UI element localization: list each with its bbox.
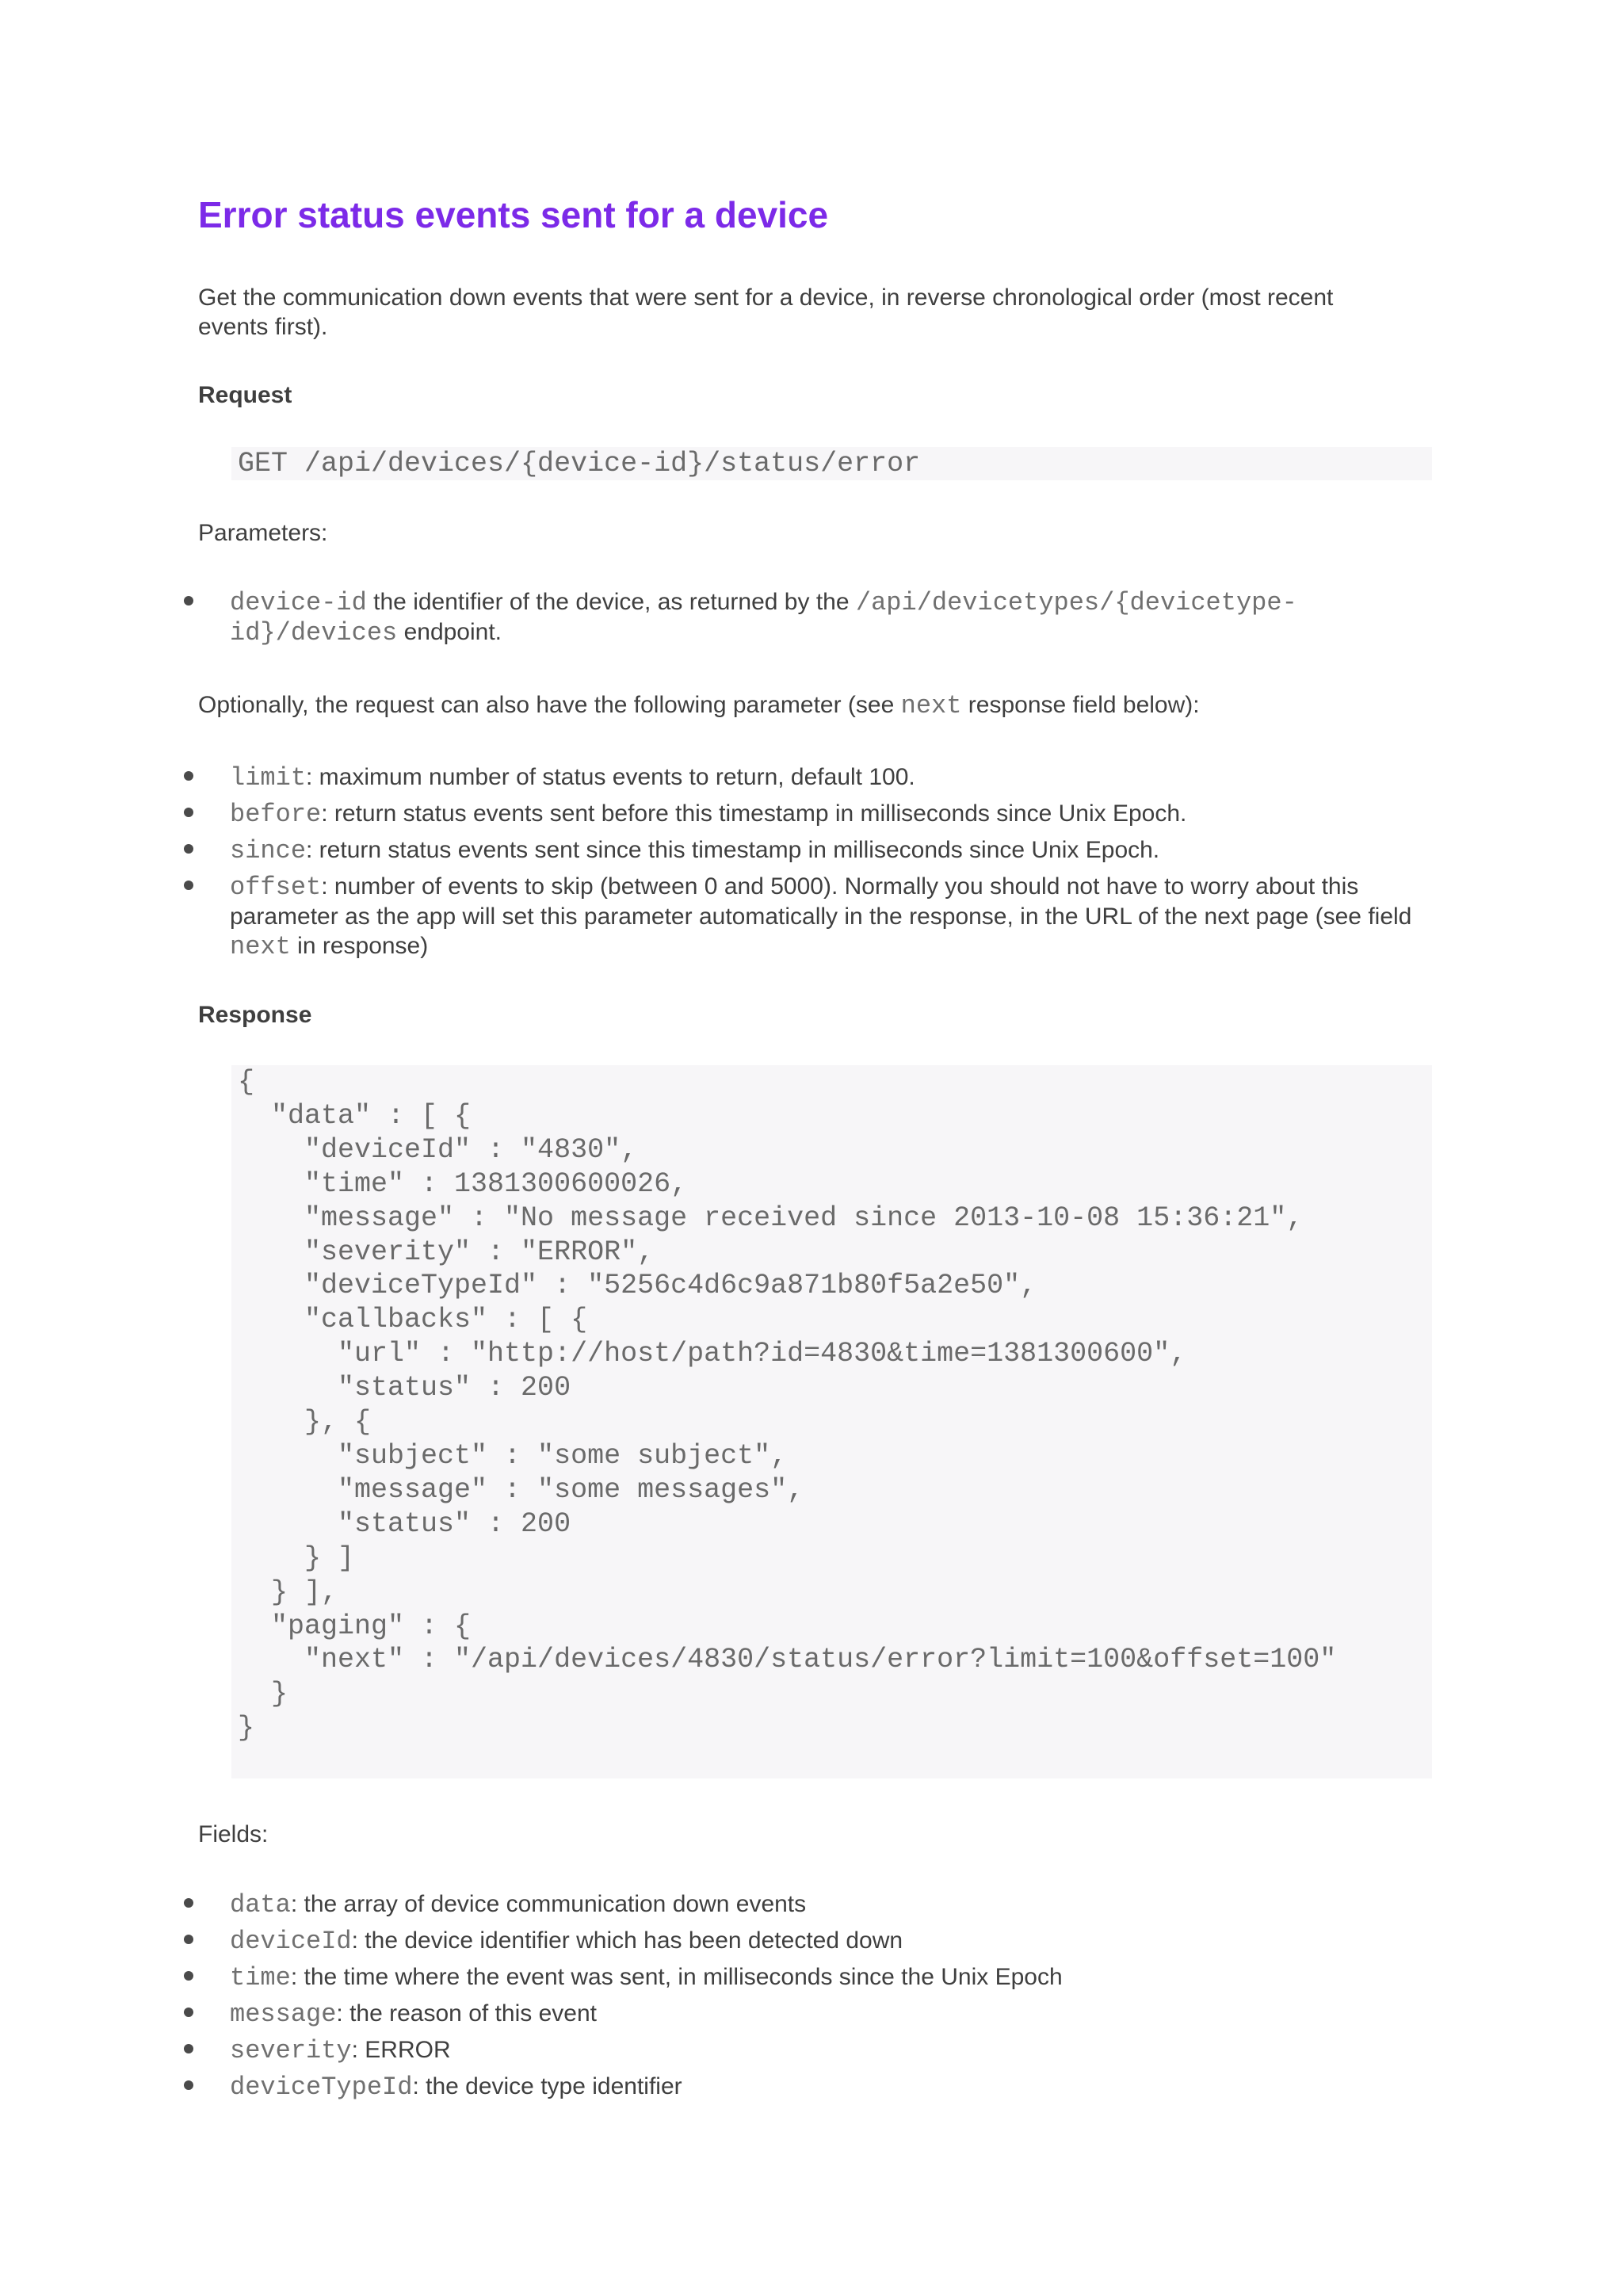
param-code: device-id xyxy=(230,588,367,617)
param-text: : return status events sent before this timestamp in milliseconds since Unix Epoch. xyxy=(321,800,1187,827)
param-code: offset xyxy=(230,873,322,902)
list-item xyxy=(198,1999,1434,2029)
list-item xyxy=(198,872,1434,961)
field-code: deviceId xyxy=(230,1927,352,1956)
bullet-icon xyxy=(184,2008,193,2017)
list-item xyxy=(198,1889,1434,1920)
list-item xyxy=(198,2072,1434,2102)
fields-list xyxy=(198,1889,1434,2108)
bullet-icon xyxy=(184,808,193,817)
request-code: GET /api/devices/{device-id}/status/error xyxy=(238,448,921,479)
field-text: : the reason of this event xyxy=(336,2000,597,2027)
field-code: data xyxy=(230,1890,291,1920)
page-title: Error status events sent for a device xyxy=(198,194,829,235)
field-text: : ERROR xyxy=(351,2037,451,2063)
optional-intro-text: Optionally, the request can also have the following parameter (see xyxy=(198,692,901,718)
field-code: message xyxy=(230,2000,337,2029)
list-item xyxy=(198,835,1434,865)
list-item xyxy=(198,1962,1434,1992)
list-item xyxy=(198,587,1434,648)
field-text: : the time where the event was sent, in milliseconds since the Unix Epoch xyxy=(290,1964,1063,1990)
bullet-icon xyxy=(184,1971,193,1981)
field-code: severity xyxy=(230,2036,352,2065)
parameters-heading: Parameters: xyxy=(198,520,328,546)
bullet-icon xyxy=(184,844,193,854)
list-item xyxy=(198,799,1434,829)
param-code: since xyxy=(230,836,307,865)
field-text: : the array of device communication down events xyxy=(290,1891,807,1917)
param-text: : return status events sent since this timestamp in milliseconds since Unix Epoch. xyxy=(306,837,1160,863)
param-text: the identifier of the device, as returned by the xyxy=(366,589,856,615)
bullet-icon xyxy=(184,771,193,781)
list-item xyxy=(198,2035,1434,2065)
required-params-list xyxy=(198,587,1434,654)
bullet-icon xyxy=(184,2080,193,2090)
param-code: before xyxy=(230,800,322,829)
response-code-block xyxy=(231,1065,1432,1778)
response-heading: Response xyxy=(198,1002,312,1028)
field-text: : the device identifier which has been detected down xyxy=(351,1927,903,1954)
request-code-block xyxy=(231,447,1432,480)
fields-heading: Fields: xyxy=(198,1821,269,1847)
optional-params-list xyxy=(198,762,1434,968)
optional-intro-text-after: response field below): xyxy=(961,692,1200,718)
optional-intro xyxy=(198,690,1403,720)
optional-intro-code: next xyxy=(900,691,962,720)
param-code: limit xyxy=(230,763,307,793)
param-next-code: next xyxy=(230,932,291,961)
field-text: : the device type identifier xyxy=(412,2073,682,2099)
param-text-after: in response) xyxy=(290,933,429,959)
bullet-icon xyxy=(184,2044,193,2053)
field-code: deviceTypeId xyxy=(230,2073,413,2102)
list-item xyxy=(198,1926,1434,1956)
bullet-icon xyxy=(184,881,193,890)
bullet-icon xyxy=(184,1898,193,1908)
field-code: time xyxy=(230,1963,291,1992)
response-json: { "data" : [ { "deviceId" : "4830", "time" : 1381300600026, "message" : "No message received since 2013-10-08 15:36:21", "severity" : "ERROR", "deviceTypeId" : "5256c4d6c9a871b80f5a2e50", "callbacks" : [ { "url" : "http://host/path?id=4830&time=1381300600", "status" : 200 }, { "subject" : "some subject", "message" : "some messages", "status" : 200 } ] } ], "paging" : { "next" : "/api/devices/4830/status/error?limit=100&offset=100" } } xyxy=(238,1066,1337,1744)
param-endpoint-code: /api/devicetypes/{devicetype-id}/devices xyxy=(230,588,1297,648)
param-text: : number of events to skip (between 0 and 5000). Normally you should not have to worry about this parameter as the app will set this parameter automatically in the response, in the URL of the next page (see field xyxy=(230,873,1412,930)
intro-paragraph: Get the communication down events that were sent for a device, in reverse chronological order (most recent events first). xyxy=(198,285,1334,340)
request-heading: Request xyxy=(198,382,292,408)
bullet-icon xyxy=(184,1935,193,1944)
param-text: : maximum number of status events to return, default 100. xyxy=(306,764,915,790)
param-text-after: endpoint. xyxy=(397,619,502,645)
list-item xyxy=(198,762,1434,793)
bullet-icon xyxy=(184,596,193,606)
